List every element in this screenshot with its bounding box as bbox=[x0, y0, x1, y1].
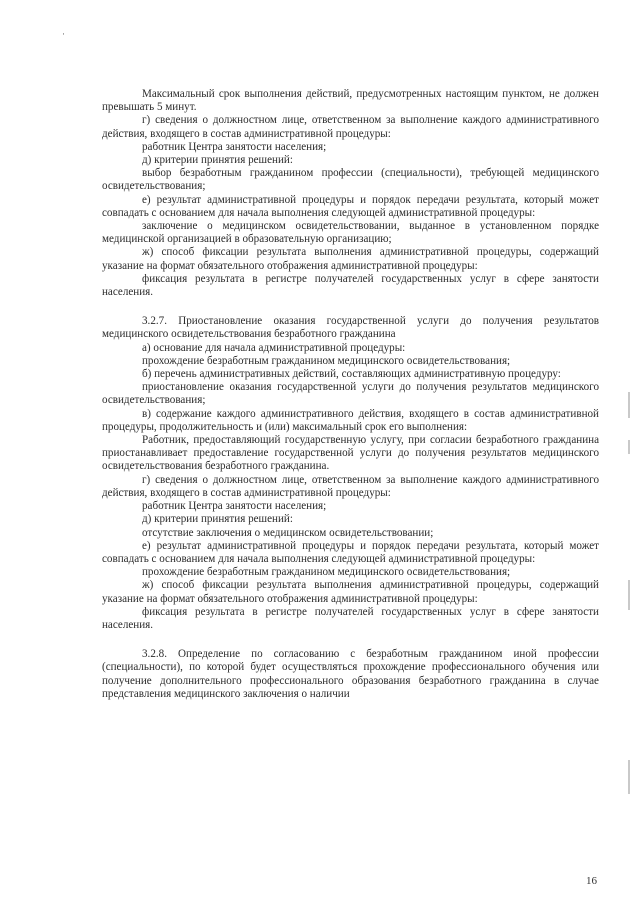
paragraph: Работник, предоставляющий государственную услугу, при согласии безработного гражданина приостанавливает предоставление государственной услуги до получения результатов медицинского освидетельствования безработного гражданина. bbox=[102, 434, 599, 473]
paragraph: б) перечень административных действий, составляющих административную процедуру: bbox=[142, 368, 561, 381]
scan-mark: · bbox=[62, 29, 65, 39]
paragraph: а) основание для начала административной процедуры: bbox=[142, 341, 406, 354]
paragraph: прохождение безработным гражданином медицинского освидетельствования; bbox=[142, 566, 511, 579]
scan-edge-mark bbox=[628, 760, 630, 794]
paragraph: фиксация результата в регистре получателей государственных услуг в сфере занятости населения. bbox=[102, 272, 599, 299]
paragraph: работник Центра занятости населения; bbox=[142, 500, 327, 513]
section-heading-3-2-8: 3.2.8. Определение по согласованию с безработным гражданином иной профессии (специальности), по которой будет осуществляться прохождение профессионального обучения или получение дополнительного профессионального образования безработного гражданина в случае представления медицинского заключения о наличии bbox=[102, 648, 599, 700]
paragraph: г) сведения о должностном лице, ответственном за выполнение каждого административного действия, входящего в состав административной процедуры: bbox=[102, 114, 599, 140]
paragraph: г) сведения о должностном лице, ответственном за выполнение каждого административного действия, входящего в состав административной процедуры: bbox=[102, 473, 599, 499]
scan-edge-mark bbox=[628, 440, 630, 454]
scan-edge-mark bbox=[628, 580, 630, 610]
paragraph: ж) способ фиксации результата выполнения административной процедуры, содержащий указание на формат обязательного отображения административной процедуры: bbox=[102, 579, 599, 605]
page-number: 16 bbox=[586, 875, 597, 887]
section-heading-3-2-7: 3.2.7. Приостановление оказания государственной услуги до получения результатов медицинского освидетельствования безработного гражданина bbox=[102, 315, 599, 341]
paragraph: е) результат административной процедуры и порядок передачи результата, который может совпадать с основанием для начала выполнения следующей административной процедуры: bbox=[102, 539, 599, 565]
paragraph: Максимальный срок выполнения действий, предусмотренных настоящим пунктом, не должен превышать 5 минут. bbox=[102, 88, 599, 114]
paragraph: е) результат административной процедуры и порядок передачи результата, который может совпадать с основанием для начала выполнения следующей административной процедуры: bbox=[102, 193, 599, 219]
paragraph: заключение о медицинском освидетельствовании, выданное в установленном порядке медицинской организацией в образовательную организацию; bbox=[102, 220, 599, 246]
paragraph: приостановление оказания государственной услуги до получения результатов медицинского освидетельствования; bbox=[102, 381, 599, 407]
scan-edge-mark bbox=[628, 392, 630, 418]
paragraph: ж) способ фиксации результата выполнения административной процедуры, содержащий указание на формат обязательного отображения административной процедуры: bbox=[102, 246, 599, 272]
paragraph: отсутствие заключения о медицинском освидетельствовании; bbox=[142, 526, 434, 539]
paragraph: в) содержание каждого административного действия, входящего в состав административной процедуры, продолжительность и (или) максимальный срок его выполнения: bbox=[102, 407, 599, 433]
paragraph: работник Центра занятости населения; bbox=[142, 140, 327, 153]
paragraph: д) критерии принятия решений: bbox=[142, 513, 293, 526]
document-body bbox=[102, 88, 599, 701]
paragraph: фиксация результата в регистре получателей государственных услуг в сфере занятости населения. bbox=[102, 605, 599, 631]
paragraph: выбор безработным гражданином профессии (специальности), требующей медицинского освидетельствования; bbox=[102, 167, 599, 193]
paragraph: прохождение безработным гражданином медицинского освидетельствования; bbox=[142, 354, 511, 367]
paragraph: д) критерии принятия решений: bbox=[142, 154, 293, 167]
